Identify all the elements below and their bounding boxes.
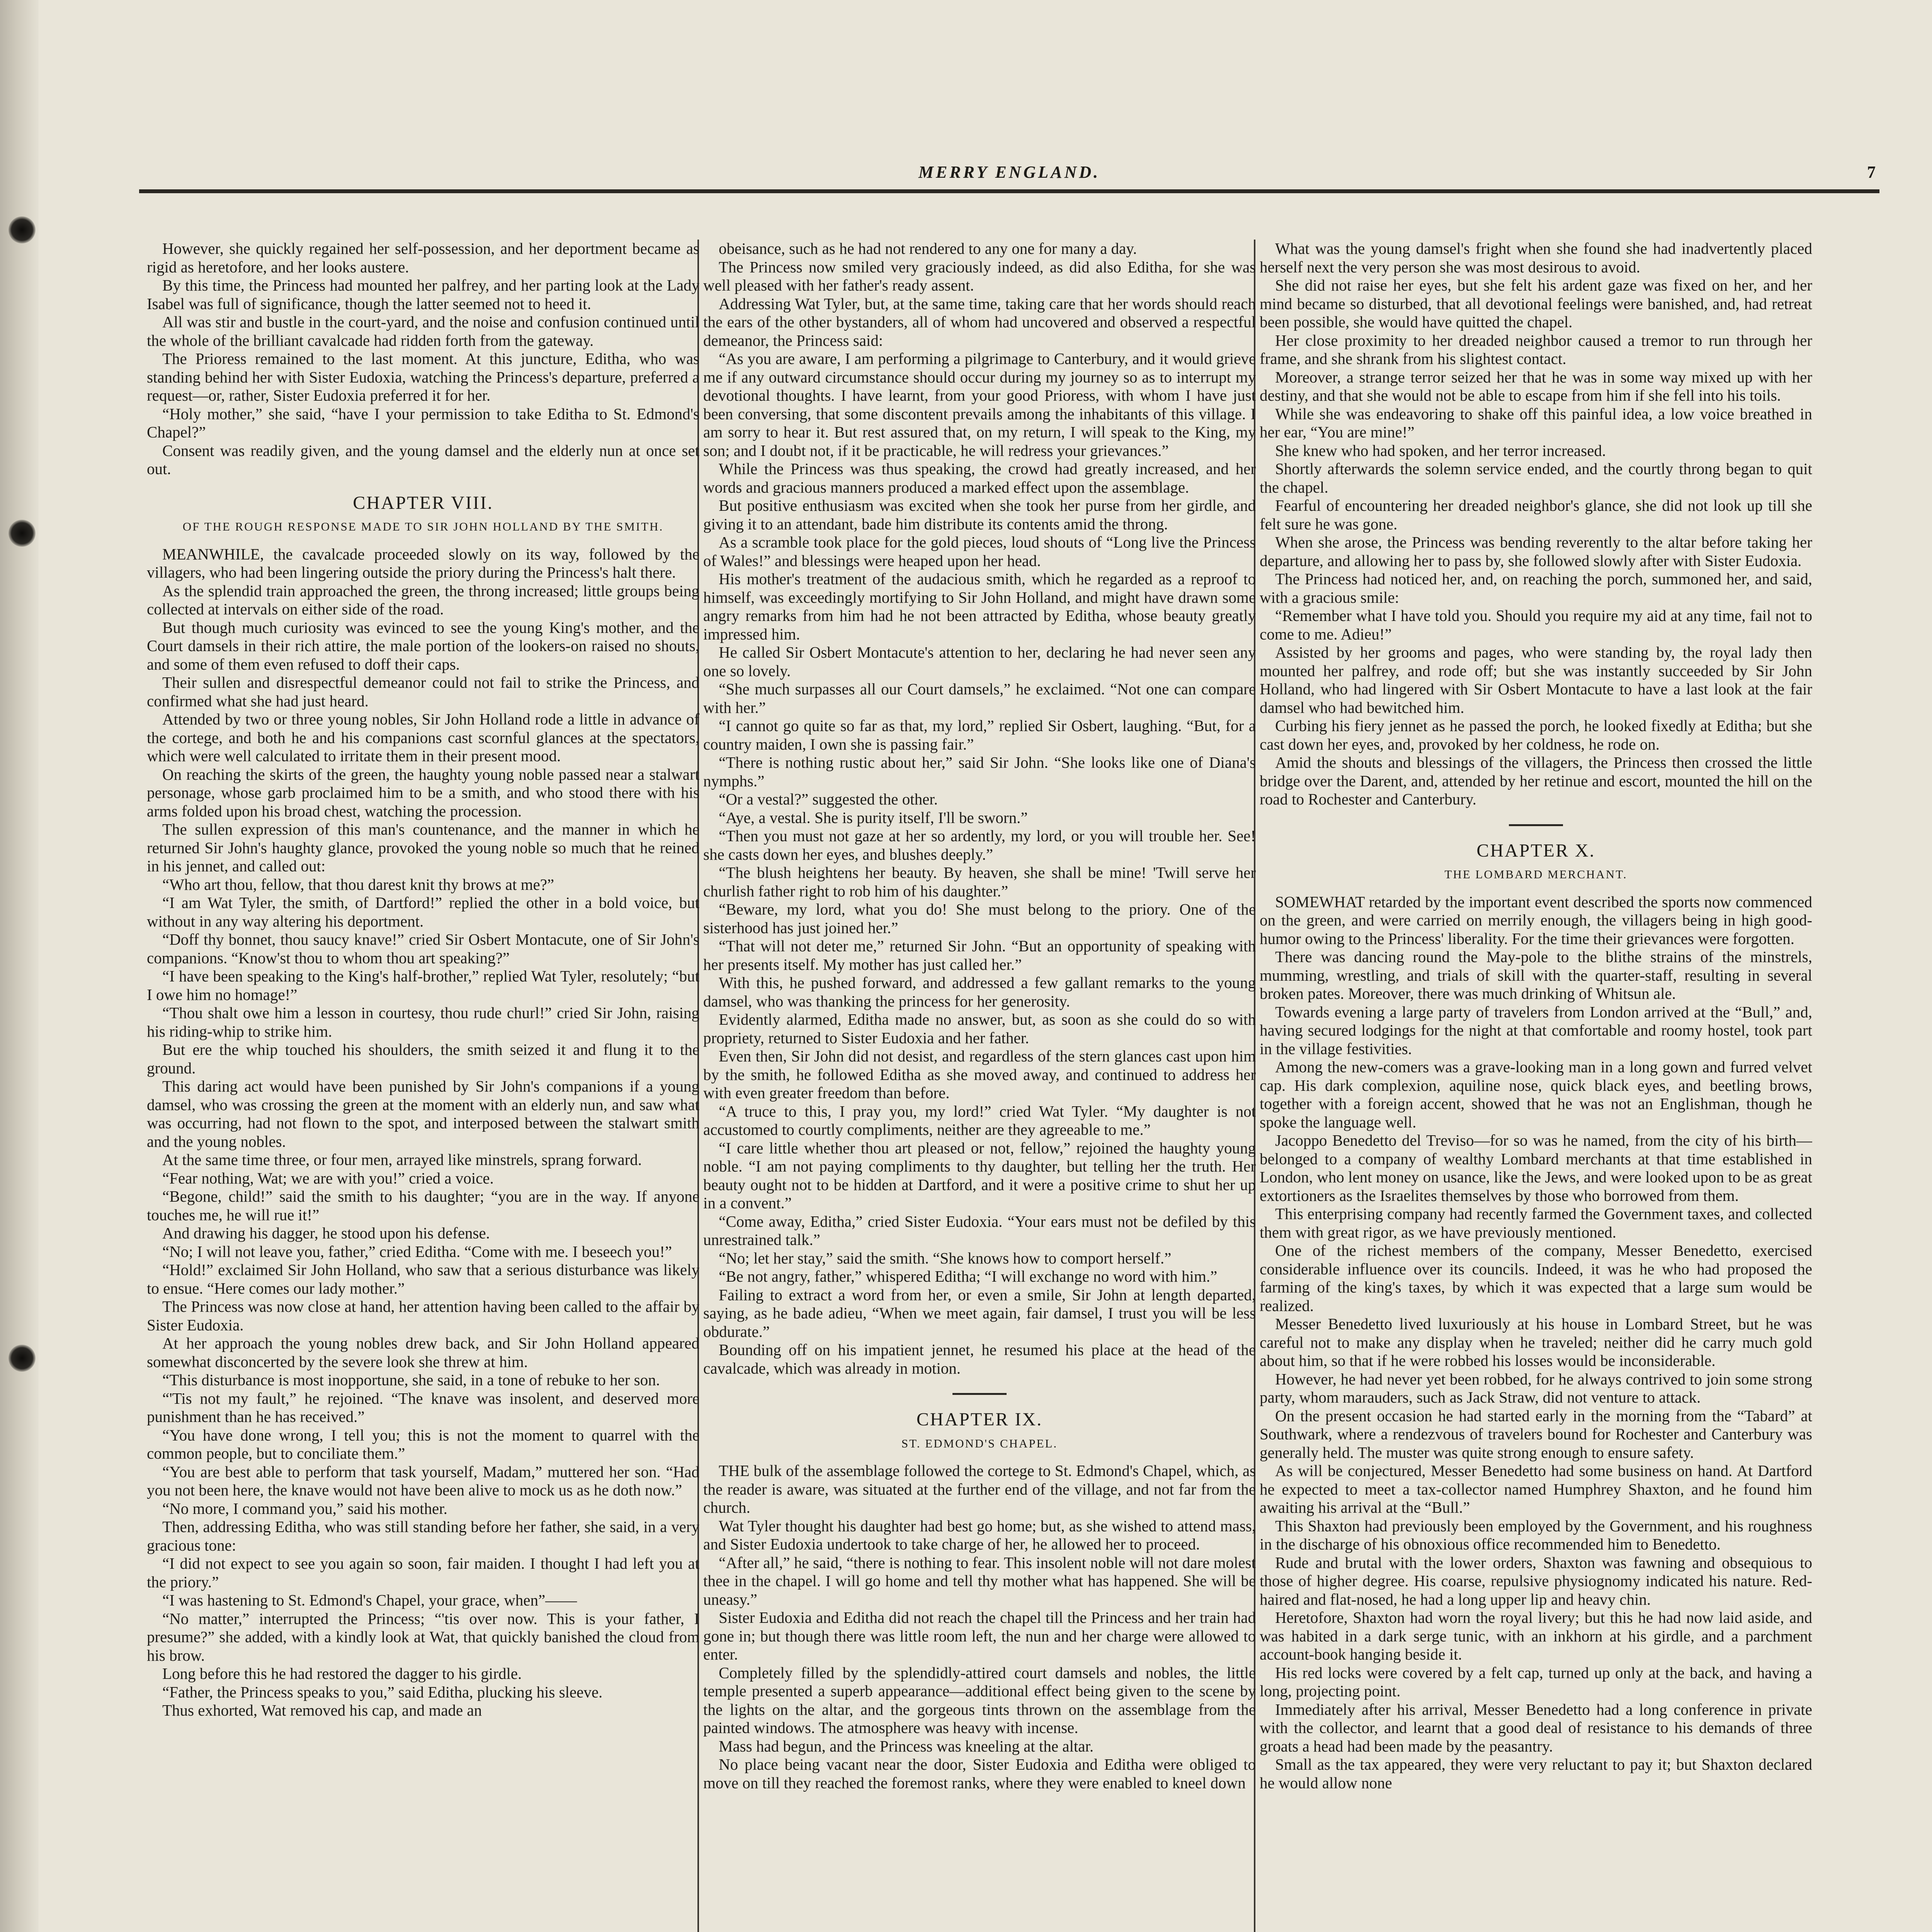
paragraph: Completely filled by the splendidly-attired court damsels and nobles, the little temple presented a superb appearance—additional effect being given to the scene by the lights on the altar, and the gorgeous tints thrown on the assemblage from the painted windows. The atmosphere was heavy with incense. xyxy=(703,1663,1256,1736)
paragraph: Among the new-comers was a grave-looking man in a long gown and furred velvet cap. His dark complexion, aquiline nose, quick black eyes, and beetling brows, together with a foreign accent, showed that he was not an Englishman, though he spoke the language well. xyxy=(1260,1058,1812,1131)
chapter-ix-title: CHAPTER IX. xyxy=(916,1409,1043,1430)
paragraph: The Princess now smiled very graciously indeed, as did also Editha, for she was well pleased with her father's ready assent. xyxy=(703,258,1256,294)
paragraph: THE bulk of the assemblage followed the cortege to St. Edmond's Chapel, which, as the reader is aware, was situated at the further end of the village, and not far from the church. xyxy=(703,1462,1256,1516)
paragraph: As a scramble took place for the gold pieces, loud shouts of “Long live the Princess of Wales!” and blessings were heaped upon her head. xyxy=(703,533,1256,570)
paragraph: “I have been speaking to the King's half-brother,” replied Wat Tyler, resolutely; “but I owe him no homage!” xyxy=(147,967,699,1003)
paragraph: Thus exhorted, Wat removed his cap, and made an xyxy=(162,1701,482,1719)
paragraph: On the present occasion he had started early in the morning from the “Tabard” at Southwark, where a rendezvous of travelers bound for Rochester and Canterbury was generally held. The muster was quite strong enough to ensure safety. xyxy=(1260,1406,1812,1461)
paragraph: “You are best able to perform that task yourself, Madam,” muttered her son. “Had you not been here, the knave would not have been alive to mock us as he doth now.” xyxy=(147,1463,699,1499)
paragraph: “The blush heightens her beauty. By heaven, she shall be mine! 'Twill serve her churlish father right to rob him of his daughter.” xyxy=(703,864,1256,900)
paragraph: “Be not angry, father,” whispered Editha; “I will exchange no word with him.” xyxy=(719,1267,1218,1285)
chapter-x-title: CHAPTER X. xyxy=(1476,840,1595,861)
paragraph: “Hold!” exclaimed Sir John Holland, who saw that a serious disturbance was likely to ensue. “Here comes our lady mother.” xyxy=(147,1261,699,1297)
paragraph: “Aye, a vestal. She is purity itself, I'll be sworn.” xyxy=(719,808,1028,827)
paragraph: With this, he pushed forward, and addressed a few gallant remarks to the young damsel, who was thanking the princess for her generosity. xyxy=(703,974,1256,1010)
paragraph: Amid the shouts and blessings of the villagers, the Princess then crossed the little bridge over the Darent, and, attended by her retinue and escort, mounted the hill on the road to Rochester and Canterbury. xyxy=(1260,753,1812,808)
paragraph: “No matter,” interrupted the Princess; “'tis over now. This is your father, I presume?” she added, with a kindly look at Wat, that quickly banished the cloud from his brow. xyxy=(147,1609,699,1664)
paragraph: Curbing his fiery jennet as he passed the porch, he looked fixedly at Editha; but she cast down her eyes, and, provoked by her coldness, he rode on. xyxy=(1260,717,1812,753)
text-column-3 xyxy=(1260,240,1812,1932)
text-column-2 xyxy=(703,240,1256,1932)
paragraph: While she was endeavoring to shake off this painful idea, a low voice breathed in her ear, “You are mine!” xyxy=(1260,405,1812,441)
paragraph: But ere the whip touched his shoulders, the smith seized it and flung it to the ground. xyxy=(147,1041,699,1077)
paragraph: But though much curiosity was evinced to see the young King's mother, and the Court damsels in their rich attire, the male portion of the lookers-on raised no shouts, and some of them even refused to doff their caps. xyxy=(147,618,699,673)
book-binding xyxy=(0,0,39,1932)
paragraph: “Who art thou, fellow, that thou darest knit thy brows at me?” xyxy=(162,875,554,893)
paragraph: But positive enthusiasm was excited when she took her purse from her girdle, and giving it to an attendant, bade him distribute its contents amid the throng. xyxy=(703,497,1256,533)
paragraph: “I was hastening to St. Edmond's Chapel, your grace, when”—— xyxy=(162,1591,577,1609)
paragraph: Jacoppo Benedetto del Treviso—for so was he named, from the city of his birth—belonged to a company of wealthy Lombard merchants at that time established in London, who lent money on usance, like the Jews, and were looked upon to be as great extortioners as the Israelites themselves by those who borrowed from them. xyxy=(1260,1131,1812,1204)
paragraph: This Shaxton had previously been employed by the Government, and his roughness in the discharge of his obnoxious office recommended him to Benedetto. xyxy=(1260,1517,1812,1553)
paragraph: “That will not deter me,” returned Sir John. “But an opportunity of speaking with her presents itself. My mother has just called her.” xyxy=(703,937,1256,973)
paragraph: At her approach the young nobles drew back, and Sir John Holland appeared somewhat disconcerted by the severe look she threw at him. xyxy=(147,1334,699,1371)
paragraph: “I cannot go quite so far as that, my lord,” replied Sir Osbert, laughing. “But, for a country maiden, I own she is passing fair.” xyxy=(703,717,1256,753)
binding-hole xyxy=(9,520,36,547)
paragraph: However, he had never yet been robbed, for he always contrived to join some strong party, whom marauders, such as Jack Straw, did not venture to attack. xyxy=(1260,1370,1812,1406)
column-1-body xyxy=(147,240,699,478)
paragraph: “No more, I command you,” said his mother. xyxy=(162,1499,447,1517)
paragraph: One of the richest members of the company, Messer Benedetto, exercised considerable influence over its councils. Indeed, it was he who had proposed the farming of the king's taxes, by which it was expected that a large sum would be realized. xyxy=(1260,1242,1812,1315)
chapter-viii-subtitle: OF THE ROUGH RESPONSE MADE TO SIR JOHN HOLLAND BY THE SMITH. xyxy=(182,520,664,533)
paragraph: By this time, the Princess had mounted her palfrey, and her parting look at the Lady Isabel was full of significance, though the latter seemed not to heed it. xyxy=(147,276,699,313)
paragraph: Attended by two or three young nobles, Sir John Holland rode a little in advance of the cortege, and both he and his companions cast scornful glances at the spectators, which were well calculated to irritate them in their present mood. xyxy=(147,710,699,765)
paragraph: “Fear nothing, Wat; we are with you!” cried a voice. xyxy=(162,1169,494,1187)
paragraph: Shortly afterwards the solemn service ended, and the courtly throng began to quit the chapel. xyxy=(1260,460,1812,496)
paragraph: Heretofore, Shaxton had worn the royal livery; but this he had now laid aside, and was habited in a dark serge tunic, with an inkhorn at his girdle, and a parchment account-book hanging beside it. xyxy=(1260,1609,1812,1663)
paragraph: As will be conjectured, Messer Benedetto had some business on hand. At Dartford he expected to meet a tax-collector named Humphrey Shaxton, and he found him awaiting his arrival at the “Bull.” xyxy=(1260,1462,1812,1516)
chapter-viii-body xyxy=(147,545,699,1720)
column-3-body xyxy=(1260,240,1812,809)
paragraph: When she arose, the Princess was bending reverently to the altar before taking her departure, and allowing her to pass by, she followed slowly after with Sister Eudoxia. xyxy=(1260,533,1812,570)
paragraph: At the same time three, or four men, arrayed like minstrels, sprang forward. xyxy=(162,1151,642,1168)
paragraph: Failing to extract a word from her, or even a smile, Sir John at length departed, saying, as he bade adieu, “When we meet again, fair damsel, I trust you will be less obdurate.” xyxy=(703,1286,1256,1340)
paragraph: No place being vacant near the door, Sister Eudoxia and Editha were obliged to move on till they reached the foremost ranks, where they were enabled to kneel down xyxy=(703,1755,1256,1792)
paragraph: Sister Eudoxia and Editha did not reach the chapel till the Princess and her train had gone in; but though there was little room left, the nun and her charge were allowed to enter. xyxy=(703,1609,1256,1663)
paragraph: However, she quickly regained her self-possession, and her deportment became as rigid as heretofore, and her looks austere. xyxy=(147,240,699,276)
paragraph: His mother's treatment of the audacious smith, which he regarded as a reproof to himself, was exceedingly mortifying to Sir John Holland, and might have drawn some angry remarks from him had he not been attracted by Editha, whose beauty greatly impressed him. xyxy=(703,570,1256,643)
paragraph: “No; let her stay,” said the smith. “She knows how to comport herself.” xyxy=(719,1249,1172,1267)
paragraph: All was stir and bustle in the court-yard, and the noise and confusion continued until the whole of the brilliant cavalcade had ridden forth from the gateway. xyxy=(147,313,699,349)
page-number: 7 xyxy=(1867,163,1876,182)
paragraph: She did not raise her eyes, but she felt his ardent gaze was fixed on her, and her mind became so disturbed, that all devotional feelings were banished, and, had retreat been possible, she would have quitted the chapel. xyxy=(1260,276,1812,331)
chapter-ix-body xyxy=(703,1462,1256,1792)
paragraph: As the splendid train approached the green, the throng increased; little groups being collected at intervals on either side of the road. xyxy=(147,582,699,618)
paragraph: “As you are aware, I am performing a pilgrimage to Canterbury, and it would grieve me if any outward circumstance should occur during my journey so as to interrupt my devotional thoughts. I have learnt, from your good Prioress, with whom I have just been conversing, that some discontent prevails among the inhabitants of this village. I am sorry to hear it. But rest assured that, on my return, I will speak to the King, my son; and I doubt not, if it be practicable, he will redress your grievances.” xyxy=(703,350,1256,459)
binding-hole xyxy=(9,216,36,243)
chapter-viii-title: CHAPTER VIII. xyxy=(353,492,493,513)
paragraph: On reaching the skirts of the green, the haughty young noble passed near a stalwart personage, whose garb proclaimed him to be a smith, and who stood there with his arms folded upon his broad chest, watching the procession. xyxy=(147,765,699,820)
column-2-body xyxy=(703,240,1256,1378)
paragraph: And drawing his dagger, he stood upon his defense. xyxy=(162,1224,490,1242)
paragraph: There was dancing round the May-pole to the blithe strains of the minstrels, mumming, wrestling, and trials of skill with the quarter-staff, resulting in several broken pates. Moreover, there was much drinking of Whitsun ale. xyxy=(1260,948,1812,1002)
paragraph: “'Tis not my fault,” he rejoined. “The knave was insolent, and deserved more punishment than he has received.” xyxy=(147,1389,699,1425)
paragraph: Small as the tax appeared, they were very reluctant to pay it; but Shaxton declared he would allow none xyxy=(1260,1755,1812,1792)
paragraph: Their sullen and disrespectful demeanor could not fail to strike the Princess, and confirmed what she had just heard. xyxy=(147,673,699,710)
paragraph: “I did not expect to see you again so soon, fair maiden. I thought I had left you at the priory.” xyxy=(147,1554,699,1591)
paragraph: “You have done wrong, I tell you; this is not the moment to quarrel with the common people, but to conciliate them.” xyxy=(147,1426,699,1462)
paragraph: “Beware, my lord, what you do! She must belong to the priory. One of the sisterhood has just joined her.” xyxy=(703,900,1256,937)
paragraph: Immediately after his arrival, Messer Benedetto had a long conference in private with the collector, and learnt that a good deal of resistance to his demands of three groats a head had been made by the peasantry. xyxy=(1260,1700,1812,1755)
paragraph: Fearful of encountering her dreaded neighbor's glance, she did not look up till she felt sure he was gone. xyxy=(1260,497,1812,533)
paragraph: “I am Wat Tyler, the smith, of Dartford!” replied the other in a bold voice, but without in any way altering his deportment. xyxy=(147,894,699,930)
paragraph: Her close proximity to her dreaded neighbor caused a tremor to run through her frame, and she shrank from his slightest contact. xyxy=(1260,331,1812,367)
paragraph: Mass had begun, and the Princess was kneeling at the altar. xyxy=(719,1737,1094,1755)
paragraph: “No; I will not leave you, father,” cried Editha. “Come with me. I beseech you!” xyxy=(162,1242,672,1260)
paragraph: His red locks were covered by a felt cap, turned up only at the back, and having a long, projecting point. xyxy=(1260,1663,1812,1700)
paragraph: “Remember what I have told you. Should you require my aid at any time, fail not to come to me. Adieu!” xyxy=(1260,607,1812,643)
paragraph: SOMEWHAT retarded by the important event described the sports now commenced on the green, and were carried on merrily enough, the villagers being in high good-humor owing to the Princess' liberality. For the time their grievances were forgotten. xyxy=(1260,893,1812,947)
paragraph: Evidently alarmed, Editha made no answer, but, as soon as she could do so with propriety, returned to Sister Eudoxia and her father. xyxy=(703,1010,1256,1047)
paragraph: The Prioress remained to the last moment. At this juncture, Editha, who was standing behind her with Sister Eudoxia, watching the Princess's departure, preferred a request—or, rather, Sister Eudoxia preferred it for her. xyxy=(147,350,699,404)
paragraph: While the Princess was thus speaking, the crowd had greatly increased, and her words and gracious manners produced a marked effect upon the assemblage. xyxy=(703,460,1256,496)
paragraph: What was the young damsel's fright when she found she had inadvertently placed herself next the very person she was most desirous to avoid. xyxy=(1260,240,1812,276)
paragraph: The sullen expression of this man's countenance, and the manner in which he returned Sir John's haughty glance, provoked the young noble so much that he reined in his jennet, and called out: xyxy=(147,820,699,875)
paragraph: “I care little whether thou art pleased or not, fellow,” rejoined the haughty young noble. “I am not paying compliments to thy daughter, but telling her the truth. Her beauty ought not to be hidden at Dartford, and it were a positive crime to shut her up in a convent.” xyxy=(703,1139,1256,1212)
paragraph: Addressing Wat Tyler, but, at the same time, taking care that her words should reach the ears of the other bystanders, all of whom had uncovered and observed a respectful demeanor, the Princess said: xyxy=(703,294,1256,349)
paragraph: “Doff thy bonnet, thou saucy knave!” cried Sir Osbert Montacute, one of Sir John's companions. “Know'st thou to whom thou art speaking?” xyxy=(147,930,699,967)
paragraph: “Or a vestal?” suggested the other. xyxy=(719,790,938,808)
chapter-ix-subtitle: ST. EDMOND'S CHAPEL. xyxy=(901,1436,1058,1450)
paragraph: “Holy mother,” she said, “have I your permission to take Editha to St. Edmond's Chapel?” xyxy=(147,405,699,441)
text-column-1 xyxy=(147,240,699,1932)
paragraph: Messer Benedetto lived luxuriously at his house in Lombard Street, but he was careful not to make any display when he traveled; neither did he carry much gold about him, so that if he were robbed his losses would be inconsiderable. xyxy=(1260,1315,1812,1369)
chapter-x-subtitle: THE LOMBARD MERCHANT. xyxy=(1444,867,1628,881)
page-header-title: MERRY ENGLAND. xyxy=(918,163,1100,182)
paragraph: obeisance, such as he had not rendered to any one for many a day. xyxy=(719,240,1137,257)
paragraph: She knew who had spoken, and her terror increased. xyxy=(1275,441,1606,459)
chapter-separator xyxy=(1509,824,1563,826)
paragraph: Bounding off on his impatient jennet, he resumed his place at the head of the cavalcade, which was already in motion. xyxy=(703,1341,1256,1377)
paragraph: “Come away, Editha,” cried Sister Eudoxia. “Your ears must not be defiled by this unrestrained talk.” xyxy=(703,1212,1256,1248)
paragraph: Moreover, a strange terror seized her that he was in some way mixed up with her destiny, and that she would not be able to escape from him if she fell into his toils. xyxy=(1260,368,1812,404)
paragraph: “A truce to this, I pray you, my lord!” cried Wat Tyler. “My daughter is not accustomed to courtly compliments, neither are they agreeable to me.” xyxy=(703,1102,1256,1138)
binding-hole xyxy=(9,1345,36,1372)
paragraph: MEANWHILE, the cavalcade proceeded slowly on its way, followed by the villagers, who had been lingering outside the priory during the Princess's halt there. xyxy=(147,545,699,581)
paragraph: Even then, Sir John did not desist, and regardless of the stern glances cast upon him by the smith, he followed Editha as she moved away, and continued to address her with even greater freedom than before. xyxy=(703,1047,1256,1102)
paragraph: “Father, the Princess speaks to you,” said Editha, plucking his sleeve. xyxy=(162,1683,603,1701)
chapter-x-body xyxy=(1260,893,1812,1793)
paragraph: “There is nothing rustic about her,” said Sir John. “She looks like one of Diana's nymphs.” xyxy=(703,753,1256,790)
paragraph: Consent was readily given, and the young damsel and the elderly nun at once set out. xyxy=(147,441,699,478)
paragraph: “Begone, child!” said the smith to his daughter; “you are in the way. If anyone touches me, he will rue it!” xyxy=(147,1187,699,1224)
paragraph: Assisted by her grooms and pages, who were standing by, the royal lady then mounted her palfrey, and rode off; but she was instantly succeeded by Sir John Holland, who had lingered with Sir Osbert Montacute to have a last look at the fair damsel who had bewitched him. xyxy=(1260,643,1812,716)
header-rule xyxy=(139,189,1879,193)
paragraph: Rude and brutal with the lower orders, Shaxton was fawning and obsequious to those of higher degree. His coarse, repulsive physiognomy indicated his nature. Red-haired and flat-nosed, he had a long upper lip and heavy chin. xyxy=(1260,1553,1812,1608)
paragraph: Then, addressing Editha, who was still standing before her father, she said, in a very gracious tone: xyxy=(147,1518,699,1554)
paragraph: “She much surpasses all our Court damsels,” he exclaimed. “Not one can compare with her.” xyxy=(703,680,1256,716)
paragraph: “Thou shalt owe him a lesson in courtesy, thou rude churl!” cried Sir John, raising his riding-whip to strike him. xyxy=(147,1004,699,1040)
chapter-separator xyxy=(952,1393,1007,1395)
paragraph: The Princess was now close at hand, her attention having been called to the affair by Sister Eudoxia. xyxy=(147,1298,699,1334)
paragraph: This enterprising company had recently farmed the Government taxes, and collected them with great rigor, as we have previously mentioned. xyxy=(1260,1205,1812,1241)
paragraph: “Then you must not gaze at her so ardently, my lord, or you will trouble her. See! she casts down her eyes, and blushes deeply.” xyxy=(703,827,1256,863)
paragraph: “After all,” he said, “there is nothing to fear. This insolent noble will not dare molest thee in the chapel. I will go home and tell thy mother what has happened. She will be uneasy.” xyxy=(703,1553,1256,1608)
paragraph: Wat Tyler thought his daughter had best go home; but, as she wished to attend mass, and Sister Eudoxia undertook to take charge of her, he allowed her to proceed. xyxy=(703,1517,1256,1553)
paragraph: He called Sir Osbert Montacute's attention to her, declaring he had never seen any one so lovely. xyxy=(703,643,1256,680)
paragraph: Towards evening a large party of travelers from London arrived at the “Bull,” and, having secured lodgings for the night at that comfortable and roomy hostel, took part in the village festivities. xyxy=(1260,1003,1812,1058)
paragraph: Long before this he had restored the dagger to his girdle. xyxy=(162,1665,522,1682)
paragraph: “This disturbance is most inopportune, she said, in a tone of rebuke to her son. xyxy=(162,1371,660,1389)
paragraph: The Princess had noticed her, and, on reaching the porch, summoned her, and said, with a gracious smile: xyxy=(1260,570,1812,606)
paragraph: This daring act would have been punished by Sir John's companions if a young damsel, who was crossing the green at the moment with an elderly nun, and saw what was occurring, had not flown to the spot, and interposed between the stalwart smith and the young nobles. xyxy=(147,1077,699,1150)
